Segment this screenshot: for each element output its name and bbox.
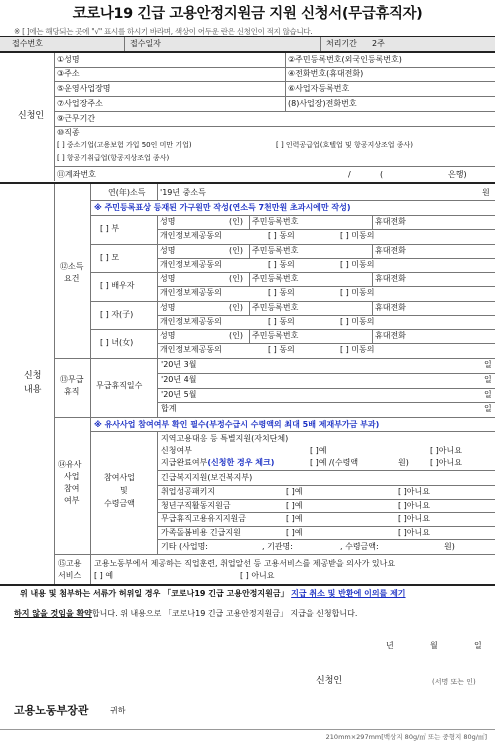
form-title: 코로나19 긴급 고용안정지원금 지원 신청서(무급휴직자) [72, 6, 423, 22]
divider [157, 215, 158, 358]
divider [124, 37, 125, 51]
income-label-2: 요건 [64, 274, 80, 283]
divider [285, 53, 286, 111]
member-consent-agree[interactable]: [ ] 동의 [268, 259, 295, 269]
local-apply-yes[interactable]: [ ]예 [310, 446, 327, 455]
family-relation-checkbox[interactable]: [ ] 녀(女) [100, 338, 134, 348]
member-rrn-label: 주민등록번호 [252, 217, 299, 226]
service-yes[interactable]: [ ] 예 [94, 571, 114, 580]
pledge-line-2 [14, 610, 357, 618]
member-consent-label: 개인정보제공동의 [160, 288, 222, 298]
recipient-label: 고용노동부장관 [14, 704, 89, 717]
date-month: 월 [430, 641, 438, 650]
divider [54, 358, 495, 359]
similar-label-4: 여부 [64, 496, 80, 505]
divider [372, 301, 373, 315]
job-small-business-option[interactable]: [ ] 중소기업(고용보험 가입 50인 미만 기업) [57, 141, 192, 149]
program-yes[interactable]: [ ]예 [286, 527, 303, 537]
leave-month-label: 합계 [161, 404, 177, 414]
member-seal: (인) [229, 331, 243, 341]
program-name: 가족돌봄비용 긴급지원 [161, 527, 241, 537]
member-consent-disagree[interactable]: [ ] 미동의 [340, 316, 375, 326]
leave-label-2: 휴직 [64, 387, 80, 396]
service-label-1: ⑮고용 [58, 559, 82, 568]
workplace-address-label: ⑦사업장주소 [57, 99, 103, 108]
member-name-label: 성명 [160, 245, 176, 255]
processing-period-value: 2주 [372, 39, 385, 48]
member-consent-agree[interactable]: [ ] 동의 [268, 345, 295, 355]
etc-amount-label: , 수령금액: [340, 542, 379, 551]
local-apply-label: 신청여부 [161, 446, 192, 455]
family-relation-checkbox[interactable]: [ ] 자(子) [100, 309, 134, 319]
pledge-line-2b: 합니다. 위 내용으로 「코로나19 긴급 고용안정지원금」 지급을 신청합니다. [91, 609, 358, 618]
sign-placeholder: (서명 또는 인) [432, 678, 476, 686]
program-yes[interactable]: [ ]예 [286, 514, 303, 523]
local-apply-no[interactable]: [ ]아니요 [430, 446, 462, 455]
divider [157, 258, 495, 259]
similar-label-3: 참여 [64, 484, 80, 493]
member-consent-label: 개인정보제공동의 [160, 345, 222, 355]
program-name: 청년구직활동지원금 [161, 500, 231, 510]
divider [157, 470, 495, 471]
divider [320, 37, 321, 51]
member-consent-agree[interactable]: [ ] 동의 [268, 288, 295, 298]
footer-line [0, 729, 495, 730]
divider [249, 215, 250, 229]
program-no[interactable]: [ ]아니요 [398, 514, 430, 523]
application-section-label-2: 내용 [24, 385, 42, 395]
divider [372, 329, 373, 343]
local-receipt-no[interactable]: [ ]아니요 [430, 458, 462, 467]
annual-income-value: '19년 중소득 [160, 188, 206, 197]
family-relation-checkbox[interactable]: [ ] 부 [100, 224, 120, 233]
job-aviation-option[interactable]: [ ] 항공기취급업(항공지상조업 종사) [57, 154, 170, 162]
divider [157, 431, 158, 554]
local-receipt-label [161, 459, 274, 467]
divider [90, 215, 495, 216]
member-consent-disagree[interactable]: [ ] 미동의 [340, 259, 375, 269]
divider [157, 526, 495, 527]
leave-days-unit: 일 [484, 389, 492, 399]
program-name: 취업성공패키지 [161, 487, 216, 496]
family-relation-checkbox[interactable]: [ ] 배우자 [100, 281, 135, 291]
applicant-name-label: ①성명 [57, 55, 80, 64]
similar-label-2: 사업 [64, 472, 80, 481]
divider [249, 272, 250, 286]
leave-label-1: ⑬무급 [60, 375, 84, 384]
member-mobile-label: 휴대전화 [375, 302, 406, 312]
divider [54, 166, 495, 167]
divider [157, 315, 495, 316]
divider [54, 81, 495, 82]
similar-sub-label-3: 수령금액 [104, 499, 135, 508]
member-name-label: 성명 [160, 217, 176, 226]
paper-spec: 210mm×297mm[백상지 80g/㎡ 또는 중형지 80g/㎡] [325, 733, 487, 741]
member-consent-disagree[interactable]: [ ] 미동의 [340, 231, 375, 240]
date-year: 년 [386, 641, 394, 650]
divider [372, 215, 373, 229]
divider [157, 402, 495, 403]
pledge-line-2a: 하지 않을 것임을 확약 [14, 609, 92, 618]
member-mobile-label: 휴대전화 [375, 331, 406, 341]
member-name-label: 성명 [160, 302, 176, 312]
similar-sub-label-2: 및 [120, 486, 128, 495]
etc-label: 기타 (사업명: [161, 542, 208, 551]
workplace-phone-label: (8)사업장)전화번호 [288, 99, 357, 108]
applicant-sign-label: 신청인 [316, 676, 343, 686]
job-labor-supply-option[interactable]: [ ] 인력공급업(호텔업 및 항공지상조업 종사) [276, 141, 414, 149]
service-question: 고용노동부에서 제공하는 직업훈련, 취업알선 등 고용서비스를 제공받을 의사가 있나요 [94, 559, 396, 568]
leave-days-unit: 일 [484, 374, 492, 384]
divider [54, 96, 495, 97]
member-rrn-label: 주민등록번호 [252, 302, 299, 312]
member-seal: (인) [229, 302, 243, 312]
similar-notice: ※ 유사사업 참여여부 확인 필수(부정수급시 수령액의 최대 5배 제재부가금 부과) [94, 420, 380, 429]
receipt-bottom-line [0, 51, 495, 53]
member-seal: (인) [229, 217, 243, 226]
service-no[interactable]: [ ] 아니요 [240, 571, 275, 580]
divider [54, 53, 55, 181]
receipt-status-prefix: 지급완료여부 [161, 458, 208, 467]
member-name-label: 성명 [160, 331, 176, 341]
service-label-2: 서비스 [58, 571, 82, 580]
member-consent-agree[interactable]: [ ] 동의 [268, 231, 295, 240]
divider [249, 244, 250, 258]
divider [54, 126, 495, 127]
similar-sub-label-1: 참여사업 [104, 473, 135, 482]
local-receipt-won: 원) [398, 458, 409, 467]
member-name-label: 성명 [160, 274, 176, 284]
applicant-phone-label: ④전화번호(휴대전화) [288, 69, 364, 78]
divider [157, 539, 495, 540]
divider [249, 301, 250, 315]
leave-days-label: 무급휴직일수 [96, 381, 143, 390]
etc-won-label: 원) [444, 542, 455, 551]
divider [249, 329, 250, 343]
applicant-rrn-label: ②주민등록번호(외국인등록번호) [288, 55, 402, 64]
annual-income-label: 연(年)소득 [108, 188, 146, 197]
divider [157, 512, 495, 513]
divider [372, 244, 373, 258]
job-type-label: ⑩직종 [57, 128, 80, 137]
work-period-label: ⑨근무기간 [57, 114, 96, 123]
divider [90, 200, 495, 201]
bank-paren: ( [380, 170, 384, 179]
applicant-section-label: 신청인 [18, 111, 45, 121]
divider [157, 485, 495, 486]
emergency-welfare-label: 긴급복지지원(보건복지부) [161, 473, 253, 482]
income-label-1: ⑫소득 [60, 262, 84, 271]
divider [372, 272, 373, 286]
member-rrn-label: 주민등록번호 [252, 331, 299, 341]
account-label: ⑪계좌번호 [57, 170, 96, 179]
pledge-line-1a: 위 내용 및 첨부하는 서류가 허위일 경우 「코로나19 긴급 고용안정지원금」 [20, 589, 289, 598]
program-name: 무급휴직고용유지지원금 [161, 514, 247, 523]
divider [54, 554, 495, 555]
local-receipt-yes[interactable]: [ ]예 /(수령액 [310, 458, 359, 467]
program-yes[interactable]: [ ]예 [286, 487, 303, 496]
pledge-line-1b: 지급 취소 및 반환에 이의를 제기 [291, 589, 406, 598]
annual-income-won: 원 [482, 188, 490, 197]
leave-month-label: '20년 4월 [161, 374, 197, 384]
employer-label: ⑤운영사업장명 [57, 84, 111, 93]
similar-label-1: ⑭유사 [58, 460, 82, 469]
divider [157, 373, 495, 374]
member-seal: (인) [229, 245, 243, 255]
leave-month-label: '20년 3월 [161, 360, 197, 369]
divider [157, 499, 495, 500]
program-no[interactable]: [ ]아니요 [398, 487, 430, 496]
divider [157, 184, 158, 200]
divider [157, 388, 495, 389]
pledge-line-1 [20, 590, 406, 598]
etc-org-label: , 기관명: [262, 542, 293, 551]
divider [90, 431, 495, 432]
divider [90, 244, 495, 245]
form-note: ※ [ ]에는 해당되는 곳에 "√" 표시를 하시기 바라며, 색상이 어두운 란은 신청인이 적지 않습니다. [14, 27, 313, 36]
receipt-row [0, 37, 495, 51]
member-consent-disagree[interactable]: [ ] 미동의 [340, 345, 375, 355]
divider [54, 67, 495, 68]
member-mobile-label: 휴대전화 [375, 245, 406, 255]
local-support-title: 지역고용대응 등 특별지원(자치단체) [161, 434, 289, 443]
applicant-address-label: ③주소 [57, 69, 80, 78]
divider [54, 111, 495, 112]
application-bottom-line [0, 584, 495, 586]
business-number-label: ⑥사업자등록번호 [288, 84, 350, 93]
date-day: 일 [474, 641, 482, 650]
receipt-number-label: 접수번호 [12, 39, 43, 48]
family-relation-checkbox[interactable]: [ ] 모 [100, 252, 120, 262]
program-no[interactable]: [ ]아니요 [398, 527, 430, 537]
applicant-bottom-line [0, 182, 495, 184]
member-consent-label: 개인정보제공동의 [160, 231, 222, 240]
divider [157, 229, 495, 230]
member-consent-label: 개인정보제공동의 [160, 316, 222, 326]
divider [90, 301, 495, 302]
account-slash: / [348, 170, 351, 179]
application-section-label-1: 신청 [24, 371, 42, 381]
program-no[interactable]: [ ]아니요 [398, 500, 430, 510]
processing-period-label: 처리기간 [326, 39, 357, 48]
recipient-honorific: 귀하 [110, 706, 126, 715]
receipt-date-label: 접수일자 [130, 39, 161, 48]
program-yes[interactable]: [ ]예 [286, 500, 303, 510]
receipt-status-highlight: (신청한 경우 체크) [207, 458, 275, 467]
member-consent-label: 개인정보제공동의 [160, 259, 222, 269]
income-notice: ※ 주민등록표상 등재된 가구원만 작성(연소득 7천만원 초과시에만 작성) [94, 203, 351, 212]
leave-month-label: '20년 5월 [161, 389, 197, 399]
divider [54, 417, 495, 418]
divider [54, 184, 55, 584]
leave-days-unit: 일 [484, 360, 492, 369]
member-mobile-label: 휴대전화 [375, 274, 406, 284]
leave-days-unit: 일 [484, 404, 492, 414]
member-consent-disagree[interactable]: [ ] 미동의 [340, 288, 375, 298]
bank-label: 은행) [448, 170, 467, 179]
member-rrn-label: 주민등록번호 [252, 245, 299, 255]
member-seal: (인) [229, 274, 243, 284]
member-consent-agree[interactable]: [ ] 동의 [268, 316, 295, 326]
member-rrn-label: 주민등록번호 [252, 274, 299, 284]
member-mobile-label: 휴대전화 [375, 217, 406, 226]
